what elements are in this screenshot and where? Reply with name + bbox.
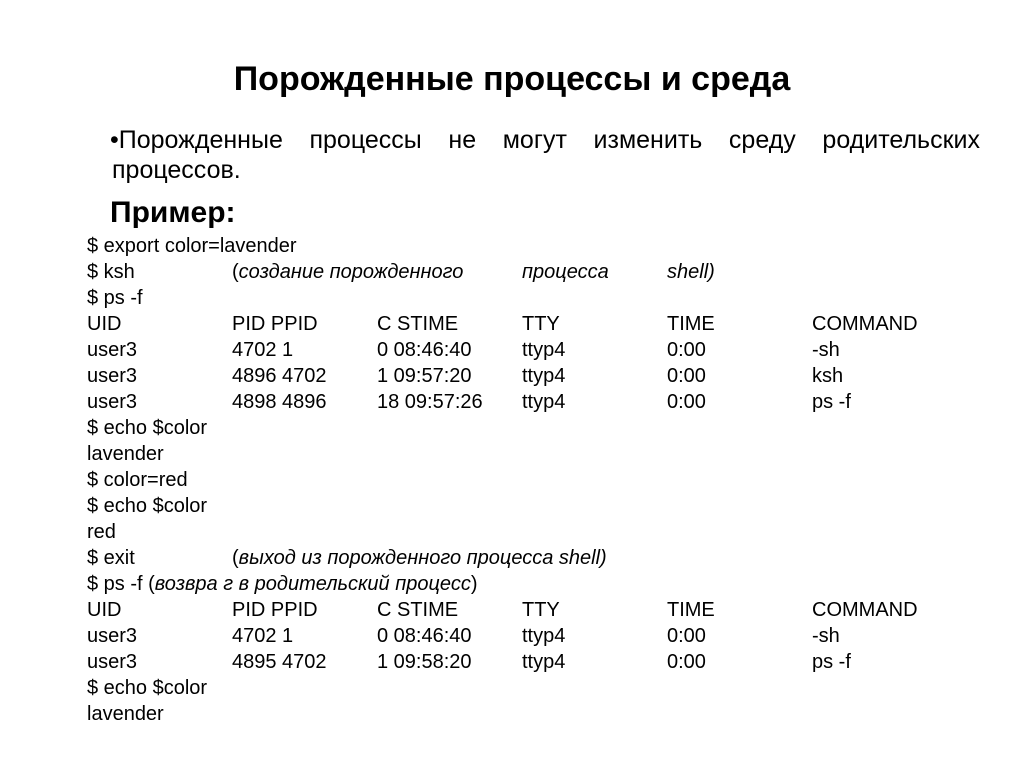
ps-cell: user3	[87, 365, 138, 387]
ps-cell: 18 09:57:26	[377, 391, 483, 413]
ps-header-cell: PID PPID	[232, 313, 318, 335]
ps-cell: -sh	[812, 339, 840, 361]
ps-cell: -sh	[812, 625, 840, 647]
echo-command: $ echo $color	[87, 495, 208, 517]
ps-cell: 0:00	[667, 391, 706, 413]
bullet-line-1: •Порожденные процессы не могут изменить среду родительских	[110, 126, 980, 154]
assign-command: $ color=red	[87, 469, 188, 491]
paren: (	[232, 261, 239, 283]
echo-output: lavender	[87, 443, 164, 465]
ps-cell: 1 09:58:20	[377, 651, 472, 673]
ps-cell: user3	[87, 651, 138, 673]
echo-command: $ echo $color	[87, 417, 208, 439]
example-heading: Пример:	[110, 196, 236, 229]
ksh-note-part-3	[667, 259, 715, 285]
ps-cell: 0 08:46:40	[377, 625, 472, 647]
ksh-note-part-2	[522, 259, 609, 285]
ps-cell: ttyp4	[522, 339, 566, 361]
ps-header-cell: TTY	[522, 599, 560, 621]
ps-cell: 4895 4702	[232, 651, 327, 673]
bullet-point	[110, 125, 980, 185]
echo-output: red	[87, 521, 116, 543]
ksh-note	[232, 259, 463, 285]
ksh-note-text-3: shell)	[667, 261, 715, 283]
ps-cell: ttyp4	[522, 365, 566, 387]
ksh-note-text-2: процесса	[522, 261, 609, 283]
ps-header-cell: COMMAND	[812, 599, 918, 621]
ps-command: $ ps -f	[87, 287, 143, 309]
ps-header-cell: TIME	[667, 313, 715, 335]
ps-header-cell: UID	[87, 313, 122, 335]
echo-command: $ echo $color	[87, 677, 208, 699]
ps-cell: ttyp4	[522, 625, 566, 647]
ps-cell: ttyp4	[522, 391, 566, 413]
paren: (	[232, 547, 239, 569]
ps-cell: ttyp4	[522, 651, 566, 673]
ksh-note-part-1: создание порожденного	[238, 261, 464, 283]
echo-output: lavender	[87, 703, 164, 725]
exit-note	[232, 545, 607, 571]
ps-command-with-note	[87, 571, 478, 597]
ps-cell: 4898 4896	[232, 391, 327, 413]
ps-cell: user3	[87, 391, 138, 413]
ps-header-cell: C STIME	[377, 599, 459, 621]
ps-cell: 0:00	[667, 651, 706, 673]
ps-command-note: возвра г в родительский процесс	[154, 573, 471, 595]
ps-header-cell: TIME	[667, 599, 715, 621]
ps-cell: 0 08:46:40	[377, 339, 472, 361]
ps-header-cell: COMMAND	[812, 313, 918, 335]
ps-cell: 4702 1	[232, 625, 294, 647]
bullet-line-2: процессов.	[112, 156, 241, 184]
ps-command-prefix: $ ps -f (	[87, 573, 155, 595]
ps-command-suffix: )	[470, 573, 478, 595]
ps-header-cell: UID	[87, 599, 122, 621]
slide-title: Порожденные процессы и среда	[233, 60, 791, 98]
ps-cell: 1 09:57:20	[377, 365, 472, 387]
ps-cell: ps -f	[812, 391, 851, 413]
ksh-command: $ ksh	[87, 261, 135, 283]
ps-cell: 0:00	[667, 625, 706, 647]
ps-cell: ksh	[812, 365, 844, 387]
ps-cell: 0:00	[667, 365, 706, 387]
ps-cell: user3	[87, 339, 138, 361]
ps-cell: 0:00	[667, 339, 706, 361]
ps-cell: 4702 1	[232, 339, 294, 361]
ps-cell: 4896 4702	[232, 365, 327, 387]
ps-header-cell: C STIME	[377, 313, 459, 335]
exit-note-text: выход из порожденного процесса shell)	[238, 547, 607, 569]
exit-command: $ exit	[87, 547, 135, 569]
ps-cell: ps -f	[812, 651, 851, 673]
ps-header-cell: PID PPID	[232, 599, 318, 621]
ps-header-cell: TTY	[522, 313, 560, 335]
ps-cell: user3	[87, 625, 138, 647]
export-command: $ export color=lavender	[87, 235, 297, 257]
